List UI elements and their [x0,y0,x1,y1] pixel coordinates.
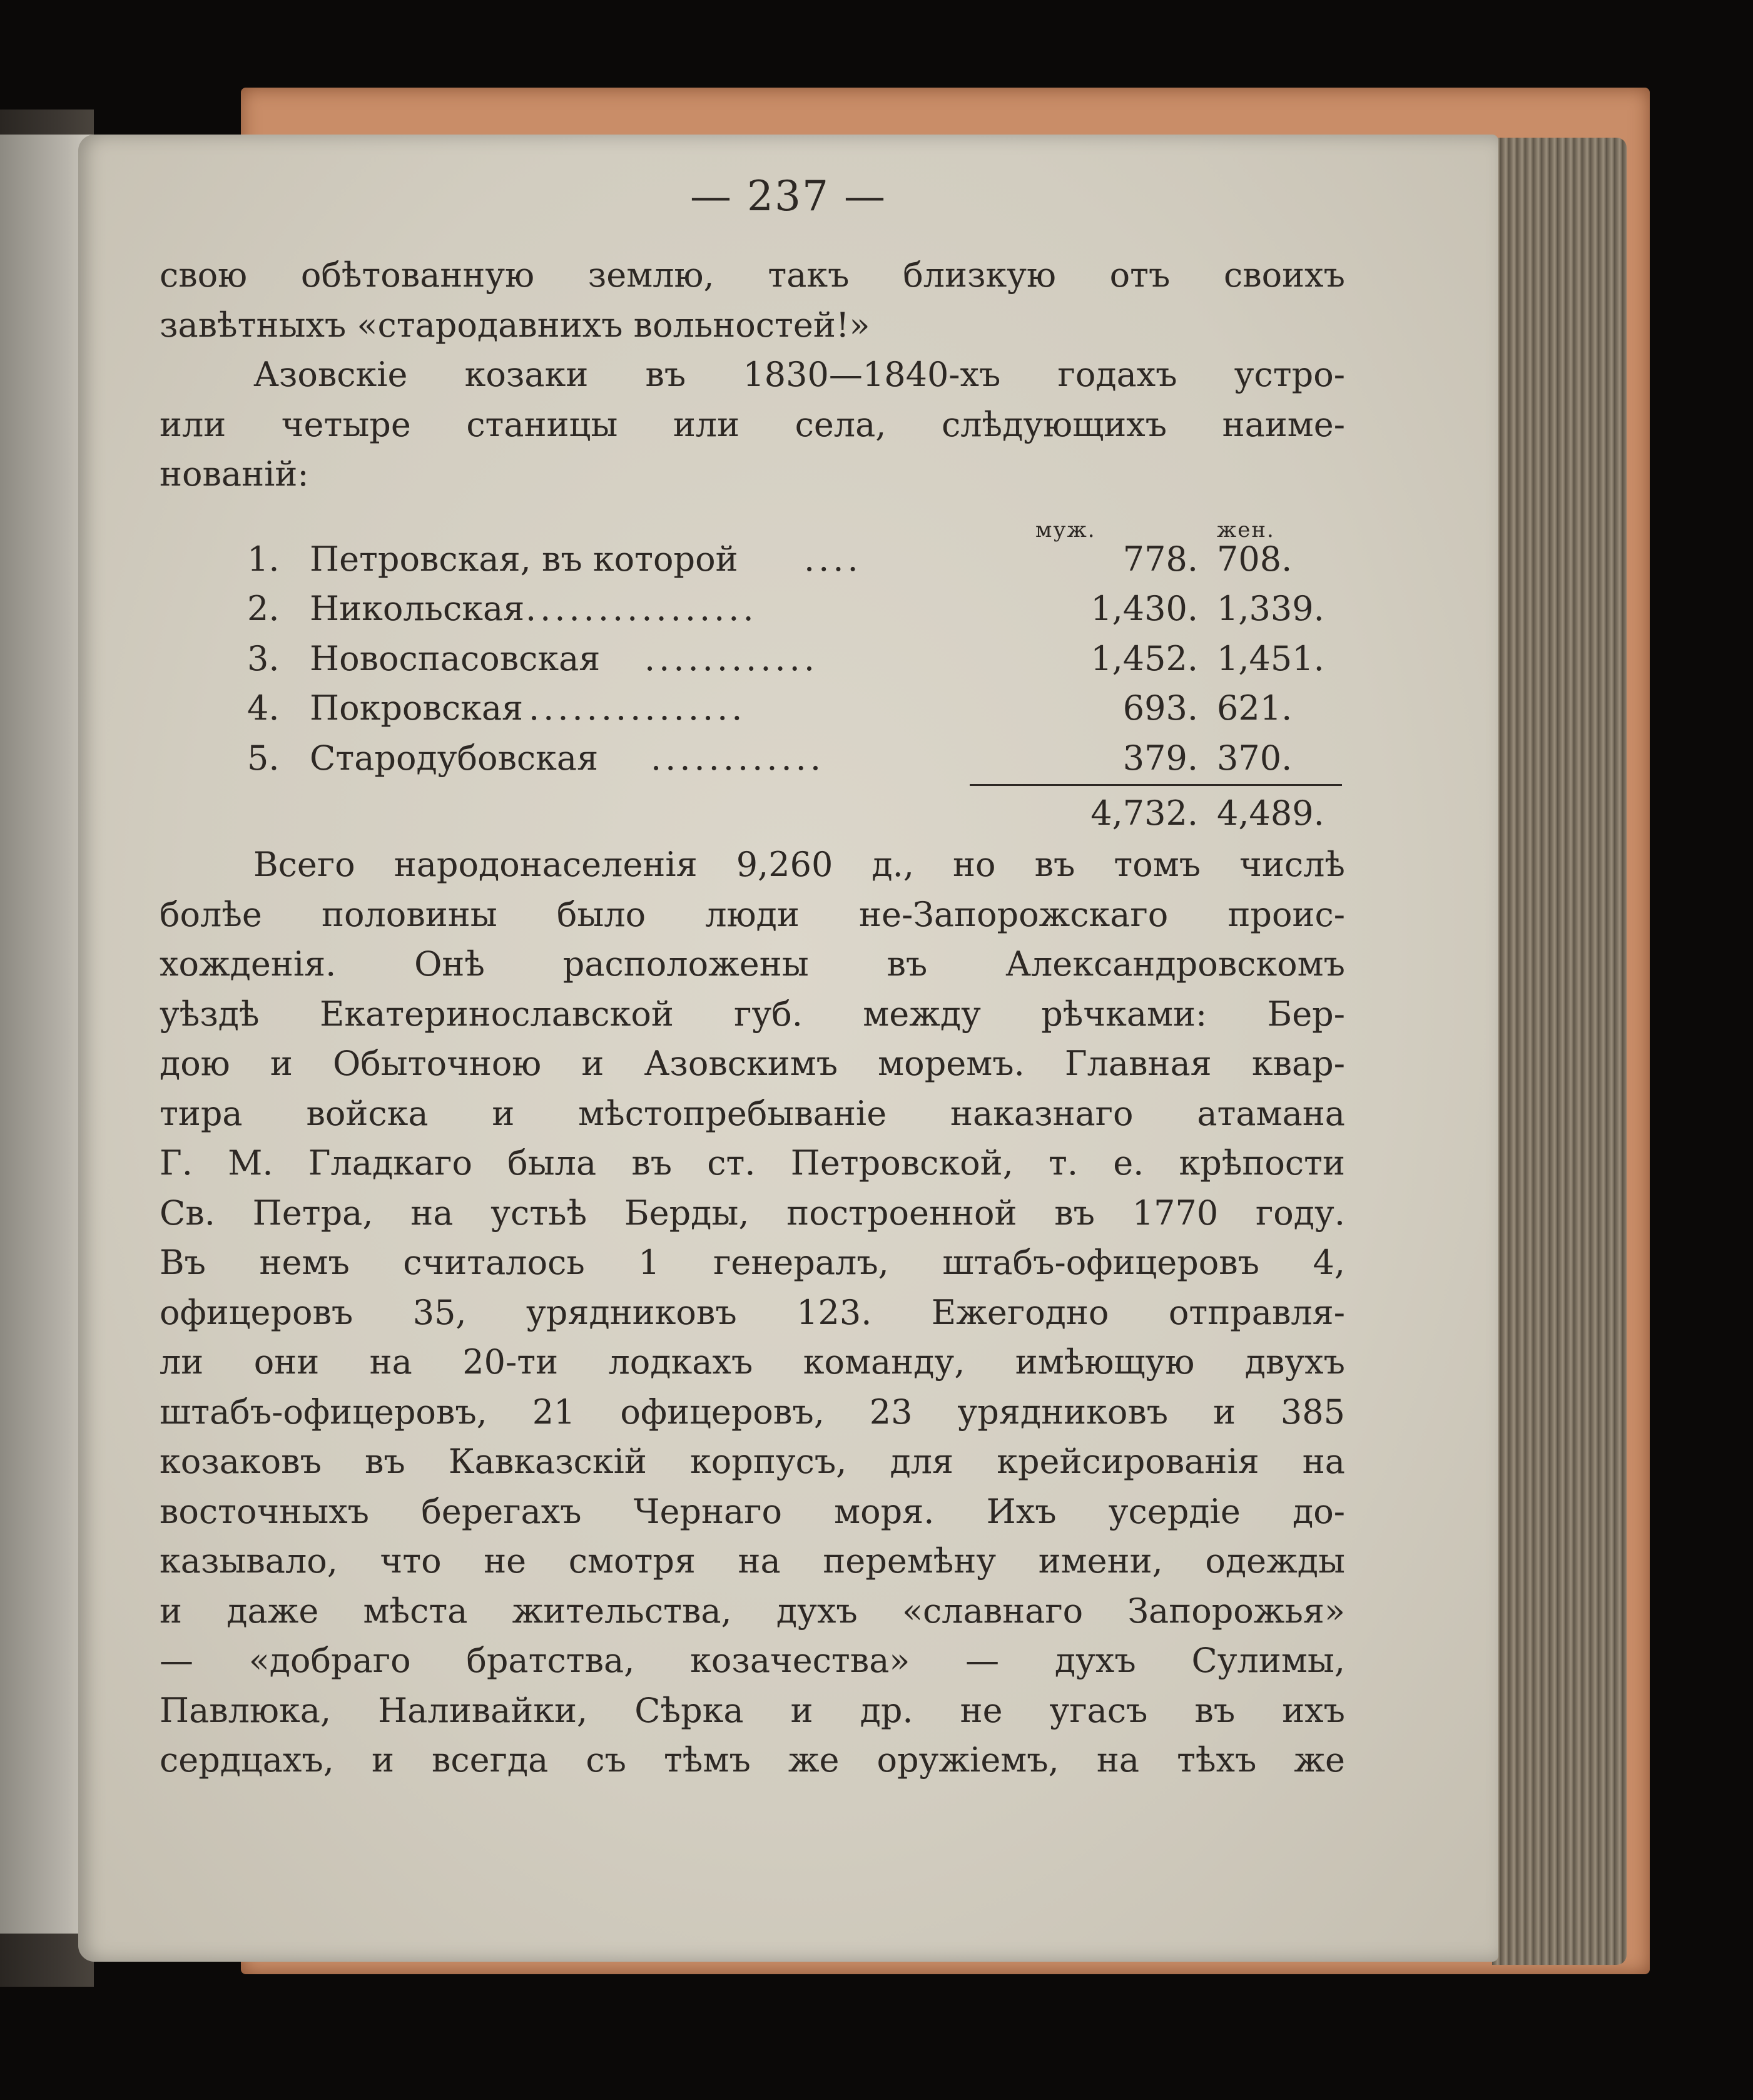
text-line: нованій: [160,454,309,494]
table-row [160,534,1345,584]
male-count: 693. [1122,688,1198,728]
row-number: 5. [247,738,280,778]
text-line: хожденія. Онѣ расположены въ Александровскомъ [160,944,1345,984]
stanitsa-name: Покровская [310,688,524,728]
male-count: 778. [1122,539,1198,579]
text-line: офицеровъ 35, урядниковъ 123. Ежегодно отправля- [160,1292,1345,1332]
text-line: свою обѣтованную землю, такъ близкую отъ своихъ [160,255,1345,295]
text-line: ли они на 20-ти лодкахъ команду, имѣющую двухъ [160,1342,1345,1382]
totals-row [160,786,1345,840]
text-line: уѣздѣ Екатеринославской губ. между рѣчками: Бер- [160,994,1345,1034]
leader-dots: .... [804,539,862,579]
book-page [78,135,1498,1962]
row-number: 3. [247,638,280,678]
row-number: 4. [247,688,280,728]
stanitsa-name: Стародубовская [310,738,599,778]
text-line: Павлюка, Наливайки, Сѣрка и др. не угасъ въ ихъ [160,1690,1345,1730]
text-line: Въ немъ считалось 1 генералъ, штабъ-офицеровъ 4, [160,1243,1345,1282]
column-header-female: жен. [1217,517,1275,543]
page-number: — 237 — [690,172,887,220]
row-number: 1. [247,539,280,579]
leader-dots: ............ [651,738,825,778]
total-male: 4,732. [1090,793,1198,833]
male-count: 379. [1122,738,1198,778]
female-count: 1,451. [1217,638,1324,678]
table-row [160,733,1345,783]
text-line: или четыре станицы или села, слѣдующихъ наиме- [160,404,1345,444]
female-count: 370. [1217,738,1293,778]
page-edges [1492,138,1627,1965]
text-line: — «добраго братства, козачества» — духъ Сулимы, [160,1641,1345,1680]
leader-dots: ............ [644,638,818,678]
stanitsa-name: Новоспасовская [310,638,601,678]
text-line: сердцахъ, и всегда съ тѣмъ же оружіемъ, на тѣхъ же [160,1740,1345,1780]
table-row [160,683,1345,733]
table-row [160,584,1345,634]
female-count: 621. [1217,688,1293,728]
text-line: дою и Обыточною и Азовскимъ моремъ. Главная квар- [160,1044,1345,1083]
stanitsa-name: Никольская [310,589,525,628]
stanitsa-name: Петровская, въ которой [310,539,738,579]
text-line: козаковъ въ Кавказскій корпусъ, для крейсированія на [160,1442,1345,1481]
text-line: восточныхъ берегахъ Чернаго моря. Ихъ усердіе до- [160,1491,1345,1531]
table-header [160,499,1345,543]
leader-dots: ............... [529,688,746,728]
text-line: тира войска и мѣстопребываніе наказнаго атамана [160,1093,1345,1133]
male-count: 1,430. [1090,589,1198,628]
text-line: Св. Петра, на устьѣ Берды, построенной въ 1770 году. [160,1193,1345,1233]
text-line: Г. М. Гладкаго была въ ст. Петровской, т. е. крѣпости [160,1143,1345,1183]
leader-dots: ................ [526,589,758,628]
column-header-male: муж. [1035,517,1096,543]
text-line: завѣтныхъ «стародавнихъ вольностей!» [160,305,870,345]
male-count: 1,452. [1090,638,1198,678]
text-line: Всего народонаселенія 9,260 д., но въ томъ числѣ [253,845,1345,884]
text-line: Азовскіе козаки въ 1830—1840-хъ годахъ устро- [253,355,1345,394]
table-row [160,634,1345,684]
row-number: 2. [247,589,280,628]
population-table [160,499,1345,840]
text-line: казывало, что не смотря на перемѣну имени, одежды [160,1541,1345,1581]
text-line: болѣе половины было люди не-Запорожскаго проис- [160,894,1345,934]
text-line: штабъ-офицеровъ, 21 офицеровъ, 23 урядниковъ и 385 [160,1392,1345,1432]
text-line: и даже мѣста жительства, духъ «славнаго Запорожья» [160,1591,1345,1631]
total-female: 4,489. [1217,793,1324,833]
female-count: 708. [1217,539,1293,579]
text-block [160,250,1345,1785]
female-count: 1,339. [1217,589,1324,628]
